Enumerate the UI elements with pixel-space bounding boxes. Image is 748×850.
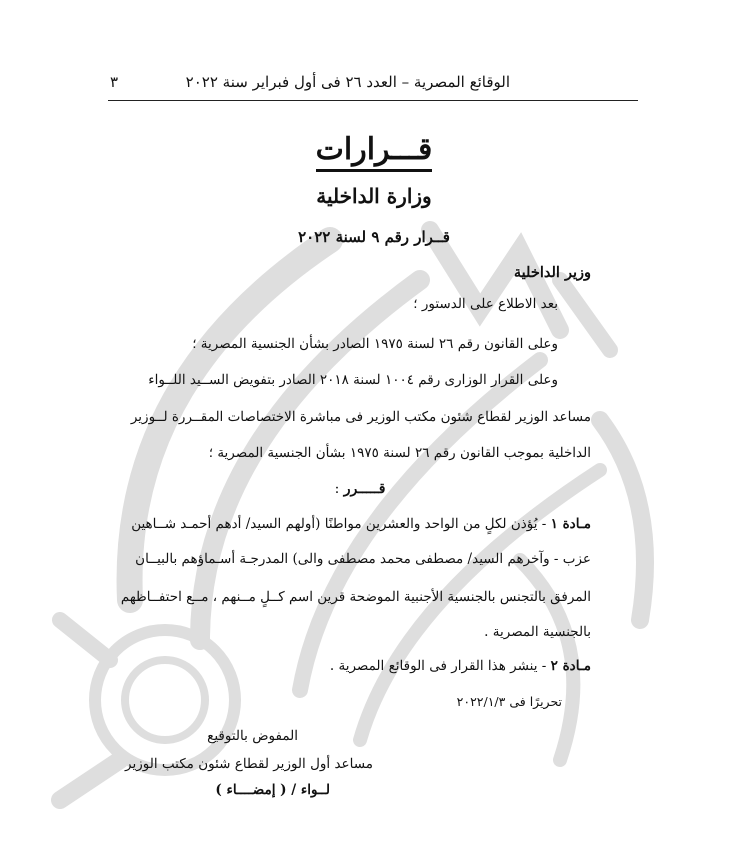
article-1-text-1: - يُؤذن لكلٍ من الواحد والعشرين مواطنًا (أولهم السيد/ أدهم أحمـد شــاهين bbox=[131, 516, 551, 532]
article-1-label: مـادة ١ bbox=[550, 516, 591, 532]
page-title bbox=[0, 132, 748, 167]
header-divider bbox=[108, 100, 638, 101]
signature-rank-label: لــواء bbox=[300, 782, 330, 798]
preamble-line-5: الداخلية بموجب القانون رقم ٢٦ لسنة ١٩٧٥ بشأن الجنسية المصرية ؛ bbox=[208, 445, 591, 461]
decides-label: قـــــرر bbox=[343, 481, 386, 497]
article-1-line-3: المرفق بالتجنس بالجنسية الأجنبية الموضحة قرين اسم كــلٍ مــنهم ، مــع احتفــاظهم bbox=[120, 589, 591, 605]
signature-title: مساعد أول الوزير لقطاع شئون مكتب الوزير bbox=[125, 756, 373, 772]
issue-date: تحريرًا فى ٢٠٢٢/١/٣ bbox=[456, 694, 562, 709]
gazette-title: الوقائع المصرية – العدد ٢٦ فى أول فبراير سنة ٢٠٢٢ bbox=[185, 73, 510, 91]
article-1-line-4: بالجنسية المصرية . bbox=[484, 624, 591, 640]
article-1-line-2: عزب - وآخرهم السيد/ مصطفى محمد مصطفى والى) المدرجـة أسـماؤهم بالبيــان bbox=[135, 551, 591, 567]
decree-title: قــرار رقم ٩ لسنة ٢٠٢٢ bbox=[298, 228, 450, 246]
ministry-heading: وزارة الداخلية bbox=[316, 184, 432, 208]
preamble-line-1: بعد الاطلاع على الدستور ؛ bbox=[413, 296, 558, 312]
signature-signed: / ( إمضــــاء ) bbox=[215, 782, 301, 798]
signature-rank bbox=[215, 782, 330, 798]
page-header bbox=[110, 70, 510, 94]
preamble-line-3: وعلى القرار الوزارى رقم ١٠٠٤ لسنة ٢٠١٨ الصادر بتفويض الســيد اللــواء bbox=[148, 372, 558, 388]
decides-heading bbox=[0, 481, 734, 497]
preamble-line-4: مساعد الوزير لقطاع شئون مكتب الوزير فى مباشرة الاختصاصات المقــررة لــوزير bbox=[130, 409, 591, 425]
decides-colon: : bbox=[334, 481, 344, 497]
article-1-line-1 bbox=[131, 516, 591, 532]
preamble-line-2: وعلى القانون رقم ٢٦ لسنة ١٩٧٥ الصادر بشأن الجنسية المصرية ؛ bbox=[192, 336, 558, 352]
article-2-text: - ينشر هذا القرار فى الوقائع المصرية . bbox=[329, 658, 551, 674]
article-2-label: مـادة ٢ bbox=[550, 658, 591, 674]
article-2 bbox=[330, 658, 591, 674]
signature-authorized: المفوض بالتوقيع bbox=[207, 728, 298, 744]
title-text: قـــرارات bbox=[316, 132, 433, 172]
page-number: ٣ bbox=[110, 73, 119, 91]
issuer: وزير الداخلية bbox=[513, 264, 591, 281]
